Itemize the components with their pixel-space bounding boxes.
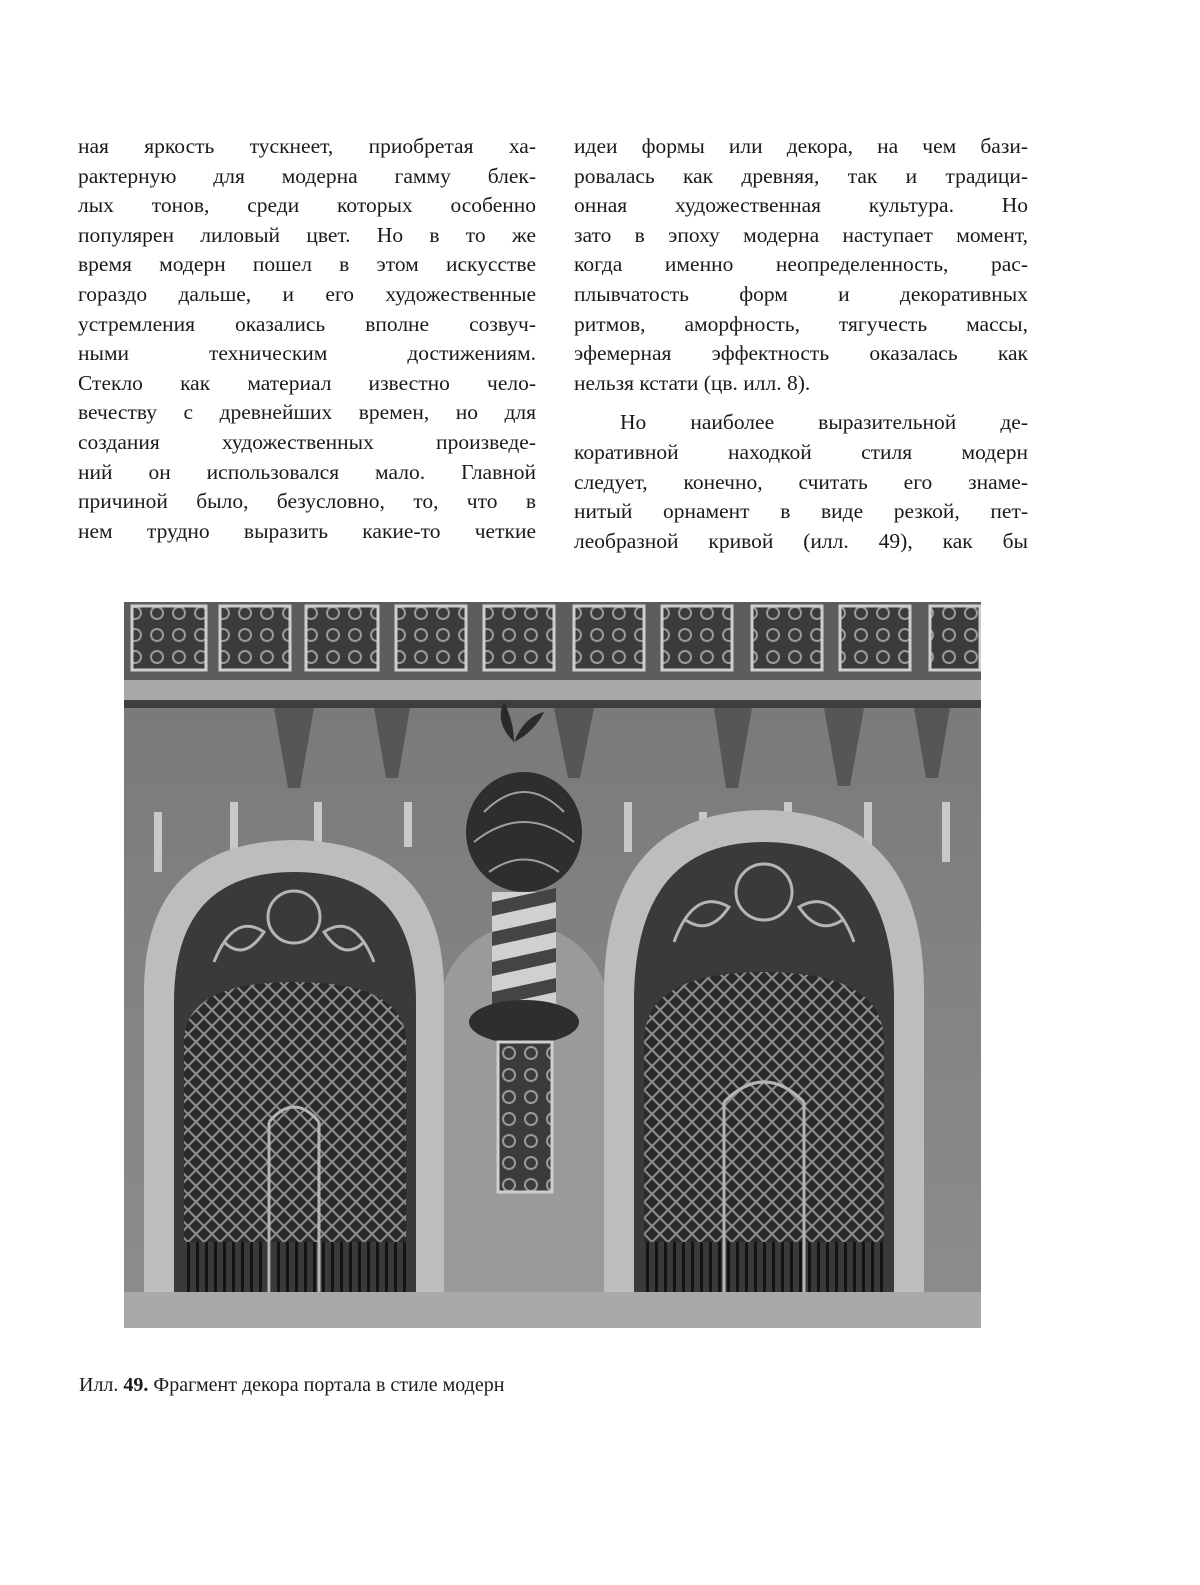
text-line: леобразной кривой (илл. 49), как бы — [574, 528, 1028, 553]
text-line: ний он использовался мало. Главной — [78, 459, 536, 484]
text-line: плывчатость форм и декоративных — [574, 281, 1028, 306]
text-line: устремления оказались вполне созвуч- — [78, 311, 536, 336]
text-line: ными техническим достижениям. — [78, 341, 536, 366]
text-line: популярен лиловый цвет. Но в то же — [78, 222, 536, 247]
text-line: ритмов, аморфность, тягучесть массы, — [574, 311, 1028, 336]
caption-number: 49. — [123, 1374, 149, 1396]
text-line: нитый орнамент в виде резкой, пет- — [574, 499, 1028, 524]
right-text-column — [574, 132, 1028, 556]
paragraph-gap — [574, 398, 1028, 408]
text-line: вечеству с древнейших времен, но для — [78, 400, 536, 425]
text-line: онная художественная культура. Но — [574, 193, 1028, 218]
text-line: нельзя кстати (цв. илл. 8). — [574, 370, 811, 395]
text-line: коративной находкой стиля модерн — [574, 439, 1028, 464]
text-line: зато в эпоху модерна наступает момент, — [574, 222, 1028, 247]
text-line: Стекло как материал известно чело- — [78, 370, 536, 395]
caption-prefix: Илл. — [79, 1374, 119, 1396]
text-line: лых тонов, среди которых особенно — [78, 193, 536, 218]
text-line: гораздо дальше, и его художественные — [78, 281, 536, 306]
text-line: когда именно неопределенность, рас- — [574, 252, 1028, 277]
text-line: Но наиболее выразительной де- — [620, 410, 1028, 435]
text-line: эфемерная эффектность оказалась как — [574, 341, 1028, 366]
left-arch — [144, 840, 444, 1292]
right-arch — [604, 810, 924, 1292]
text-line: ровалась как древняя, так и традици- — [574, 163, 1028, 188]
text-line: нем трудно выразить какие-то четкие — [78, 518, 536, 543]
left-text-column — [78, 132, 536, 546]
text-line: время модерн пошел в этом искусстве — [78, 252, 536, 277]
text-line: рактерную для модерна гамму блек- — [78, 163, 536, 188]
text-line: следует, конечно, считать его знаме- — [574, 469, 1028, 494]
caption-text: Фрагмент декора портала в стиле модерн — [153, 1374, 505, 1396]
text-line: ная яркость тускнеет, приобретая ха- — [78, 134, 536, 158]
figure-caption — [79, 1374, 504, 1397]
text-line: создания художественных произведе- — [78, 429, 536, 454]
portal-photo — [124, 602, 981, 1328]
text-line: причиной было, безусловно, то, что в — [78, 489, 536, 514]
text-line: идеи формы или декора, на чем бази- — [574, 134, 1028, 158]
